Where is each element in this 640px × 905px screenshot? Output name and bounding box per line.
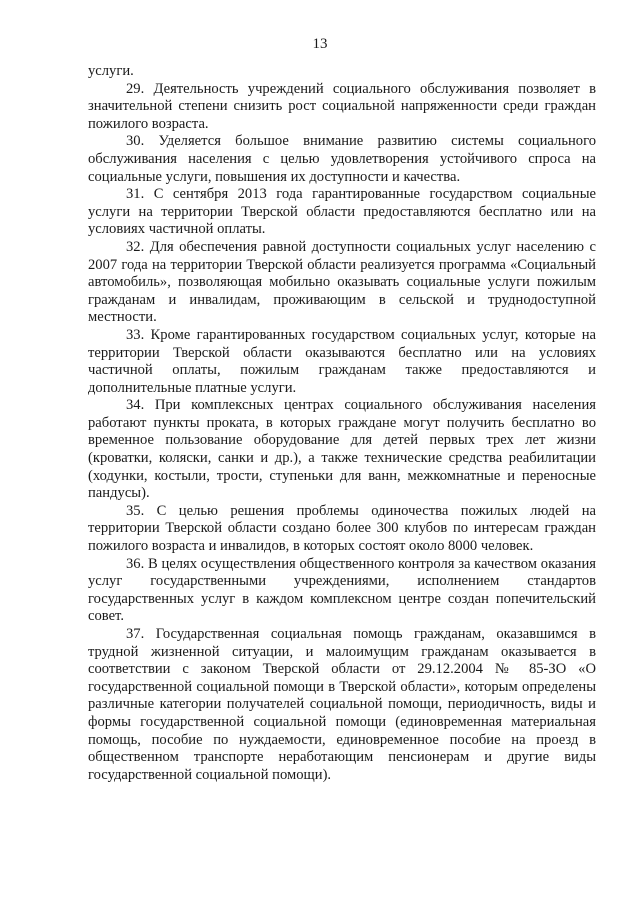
paragraph-33: 33. Кроме гарантированных государством социальных услуг, которые на территории Тверской области оказываются бесплатно или на условиях частичной оплаты, пожилым гражданам также предоставляются и дополнительные платные услуги. — [88, 326, 596, 396]
paragraph-continuation: услуги. — [88, 63, 134, 79]
paragraph-30: 30. Уделяется большое внимание развитию системы социального обслуживания населения с целью удовлетворения устойчивого спроса на социальные услуги, повышения их доступности и качества. — [88, 133, 596, 185]
page-number: 13 — [312, 36, 328, 52]
paragraph-36: 36. В целях осуществления общественного контроля за качеством оказания услуг государственными учреждениями, исполнением стандартов государственных услуг в каждом комплексном центре создан попечительский совет. — [88, 555, 596, 625]
paragraph-34: 34. При комплексных центрах социального обслуживания населения работают пункты проката, в которых граждане могут получить бесплатно во временное пользование оборудование для детей первых трех лет жизни (кроватки, коляски, санки и др.), а также технические средства реабилитации (ходунки, костыли, трости, ступеньки для ванн, межкомнатные и переносные пандусы). — [88, 397, 596, 502]
paragraph-35: 35. С целью решения проблемы одиночества пожилых людей на территории Тверской области создано более 300 клубов по интересам граждан пожилого возраста и инвалидов, в которых состоят около 8000 человек. — [88, 502, 596, 555]
paragraph-31: 31. С сентября 2013 года гарантированные государством социальные услуги на территории Тверской области предоставляются бесплатно или на условиях частичной оплаты. — [88, 186, 596, 238]
paragraph-29: 29. Деятельность учреждений социального обслуживания позволяет в значительной степени снизить рост социальной напряженности среди граждан пожилого возраста. — [88, 80, 596, 132]
document-body — [88, 63, 596, 784]
paragraph-37: 37. Государственная социальная помощь гражданам, оказавшимся в трудной жизненной ситуации, и малоимущим гражданам оказывается в соответствии с законом Тверской области от 29.12.2004 № 85-ЗО «О государственной социальной помощи в Тверской области», которым определены различные категории получателей социальной помощи, периодичность, виды и формы государственной социальной помощи (единовременная материальная помощь, пособие по нуждаемости, единовременное пособие на проезд в общественном транспорте неработающим пенсионерам и другие виды государственной социальной помощи). — [88, 626, 596, 783]
paragraph-32: 32. Для обеспечения равной доступности социальных услуг населению с 2007 года на территории Тверской области реализуется программа «Социальный автомобиль», позволяющая мобильно оказывать социальные услуги пожилым гражданам и инвалидам, проживающим в сельской и труднодоступной местности. — [88, 238, 596, 326]
